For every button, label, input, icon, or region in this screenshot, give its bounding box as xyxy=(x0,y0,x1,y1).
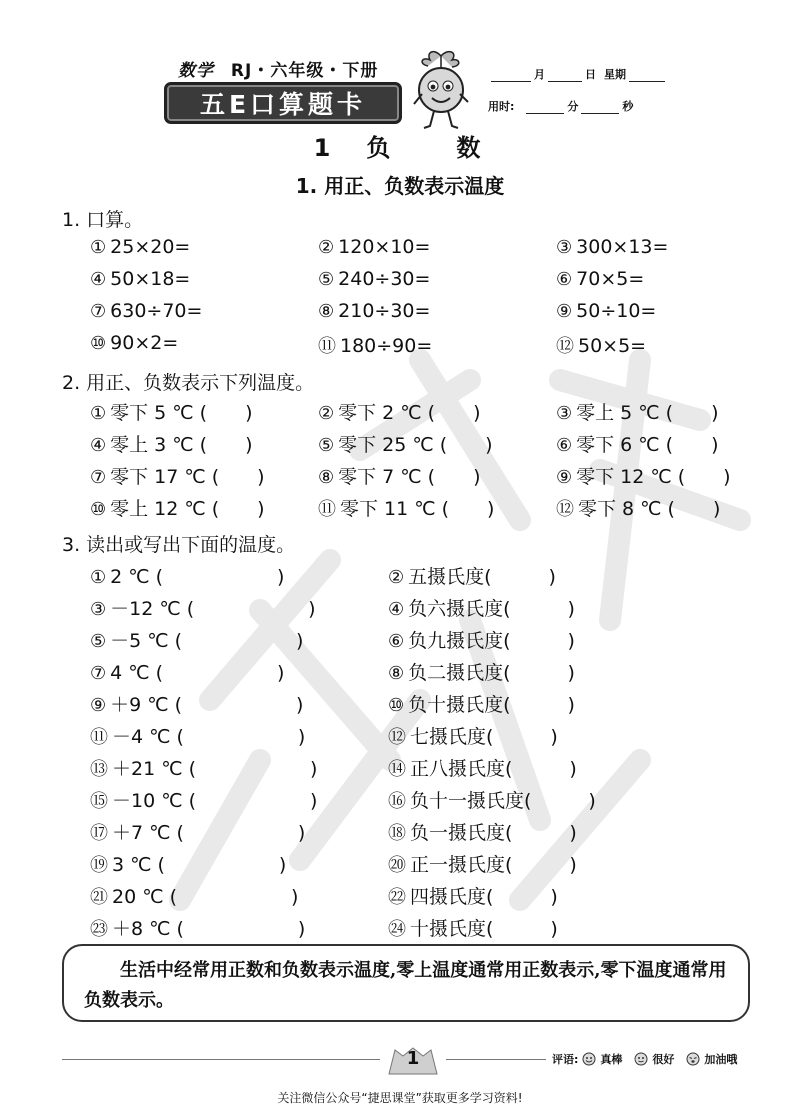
item-number: ① xyxy=(90,403,107,424)
section3-item xyxy=(90,594,316,621)
item-question[interactable]: 2 ℃ ( ) xyxy=(110,566,285,588)
rating-label: 评语: xyxy=(552,1053,579,1066)
item-question[interactable]: 正一摄氏度( ) xyxy=(410,854,577,876)
item-question[interactable]: 630÷70= xyxy=(110,300,203,322)
item-number: ⑤ xyxy=(318,269,335,290)
item-number: ⑥ xyxy=(556,269,573,290)
rating-great: 真棒 xyxy=(600,1053,623,1066)
section3-item xyxy=(388,722,558,749)
item-question[interactable]: 25×20= xyxy=(110,236,191,258)
section2-item xyxy=(90,462,265,489)
section3-item xyxy=(90,562,284,589)
item-number: ④ xyxy=(388,599,405,620)
item-question[interactable]: －10 ℃ ( ) xyxy=(112,790,318,812)
section3-item xyxy=(90,658,284,685)
section3-item xyxy=(388,562,556,589)
item-question[interactable]: －12 ℃ ( ) xyxy=(110,598,316,620)
section3-item xyxy=(90,850,286,877)
day-label: 日 xyxy=(585,68,596,81)
section3-item xyxy=(388,690,575,717)
item-number: ⑨ xyxy=(556,301,573,322)
time-label: 用时: xyxy=(488,100,515,113)
section2-item xyxy=(556,430,719,457)
section1-item xyxy=(318,236,430,258)
item-number: ② xyxy=(388,567,405,588)
item-question[interactable]: 零下 2 ℃ ( ) xyxy=(338,402,481,424)
item-question[interactable]: ＋7 ℃ ( ) xyxy=(112,822,306,844)
item-question[interactable]: 零下 17 ℃ ( ) xyxy=(110,466,265,488)
item-question[interactable]: 负十一摄氏度( ) xyxy=(410,790,596,812)
item-question[interactable]: 210÷30= xyxy=(338,300,431,322)
radish-mascot xyxy=(408,48,474,132)
item-question[interactable]: 90×2= xyxy=(110,332,179,354)
item-number: ⑧ xyxy=(318,301,335,322)
tip-box xyxy=(62,944,750,1022)
item-number: ⑲ xyxy=(90,855,108,876)
section3-heading: 3. 读出或写出下面的温度。 xyxy=(62,534,296,556)
section3-item xyxy=(90,690,303,717)
item-number: ⑱ xyxy=(388,823,406,844)
footer-rule-left xyxy=(62,1059,380,1060)
section1-item xyxy=(90,332,178,354)
section3-item xyxy=(388,914,558,941)
series-title: 五E口算题卡 xyxy=(164,82,402,124)
rating-good: 很好 xyxy=(652,1053,675,1066)
second-blank[interactable] xyxy=(581,101,619,114)
section3-item xyxy=(90,914,305,941)
item-number: ⑦ xyxy=(90,663,107,684)
item-question[interactable]: 负六摄氏度( ) xyxy=(408,598,575,620)
item-question[interactable]: 正八摄氏度( ) xyxy=(410,758,577,780)
section2-item xyxy=(318,430,493,457)
item-number: ⑦ xyxy=(90,467,107,488)
item-question[interactable]: 零上 5 ℃ ( ) xyxy=(576,402,719,424)
item-number: ③ xyxy=(556,237,573,258)
item-question[interactable]: 负十摄氏度( ) xyxy=(408,694,575,716)
item-question[interactable]: 零下 12 ℃ ( ) xyxy=(576,466,731,488)
item-number: ⑭ xyxy=(388,759,406,780)
section2-item xyxy=(556,462,731,489)
item-question[interactable]: －4 ℃ ( ) xyxy=(112,726,306,748)
calm-face-icon[interactable] xyxy=(634,1052,648,1066)
section1-item xyxy=(90,268,190,290)
item-number: ⑪ xyxy=(318,499,336,520)
lesson-title: 1 负 数 xyxy=(313,134,487,162)
section3-item xyxy=(90,626,303,653)
item-question[interactable]: 负九摄氏度( ) xyxy=(408,630,575,652)
second-label: 秒 xyxy=(622,100,634,113)
item-question[interactable]: 240÷30= xyxy=(338,268,431,290)
smile-face-icon[interactable] xyxy=(582,1052,596,1066)
item-number: ⑫ xyxy=(556,336,574,357)
item-question[interactable]: 七摄氏度( ) xyxy=(410,726,558,748)
section3-item xyxy=(388,786,596,813)
time-line xyxy=(488,98,633,114)
item-number: ㉓ xyxy=(90,919,108,940)
item-number: ⑦ xyxy=(90,301,107,322)
rating-cheer: 加油哦 xyxy=(704,1053,738,1066)
weekday-label: 星期 xyxy=(604,68,626,81)
item-number: ㉒ xyxy=(388,887,406,908)
item-number: ⑯ xyxy=(388,791,406,812)
item-number: ⑫ xyxy=(388,727,406,748)
section3-item xyxy=(90,754,317,781)
item-question[interactable]: 4 ℃ ( ) xyxy=(110,662,285,684)
section1-item xyxy=(318,300,430,322)
subject-name: 数学 xyxy=(178,61,214,81)
item-number: ② xyxy=(318,237,335,258)
item-question[interactable]: 零下 5 ℃ ( ) xyxy=(110,402,253,424)
section3-item xyxy=(90,882,298,909)
item-number: ⑰ xyxy=(90,823,108,844)
subject-line xyxy=(178,56,378,81)
section3-item xyxy=(388,882,558,909)
item-question[interactable]: ＋9 ℃ ( ) xyxy=(110,694,304,716)
section2-item xyxy=(90,430,253,457)
day-blank[interactable] xyxy=(548,69,582,82)
item-question[interactable]: 零下 7 ℃ ( ) xyxy=(338,466,481,488)
item-number: ㉑ xyxy=(90,887,108,908)
item-question[interactable]: 负二摄氏度( ) xyxy=(408,662,575,684)
item-number: ① xyxy=(90,567,107,588)
item-question[interactable]: 120×10= xyxy=(338,236,431,258)
item-number: ⑩ xyxy=(388,695,405,716)
item-number: ⑬ xyxy=(90,759,108,780)
item-number: ㉔ xyxy=(388,919,406,940)
item-question[interactable]: 零下 6 ℃ ( ) xyxy=(576,434,719,456)
section1-item xyxy=(556,332,646,358)
item-number: ④ xyxy=(90,435,107,456)
item-number: ① xyxy=(90,237,107,258)
section3-item xyxy=(90,722,305,749)
item-question[interactable]: 零下 11 ℃ ( ) xyxy=(340,498,495,520)
item-question[interactable]: 70×5= xyxy=(576,268,645,290)
section3-item xyxy=(388,818,577,845)
item-number: ④ xyxy=(90,269,107,290)
section1-item xyxy=(318,332,432,358)
item-question[interactable]: 零下 25 ℃ ( ) xyxy=(338,434,493,456)
item-number: ⑨ xyxy=(556,467,573,488)
item-question[interactable]: 四摄氏度( ) xyxy=(410,886,558,908)
section1-item xyxy=(90,300,202,322)
month-label: 月 xyxy=(534,68,545,81)
lesson-subtitle: 1. 用正、负数表示温度 xyxy=(295,174,505,198)
footer-rule-right xyxy=(446,1059,546,1060)
item-number: ⑫ xyxy=(556,499,574,520)
section2-item xyxy=(318,462,481,489)
item-question[interactable]: －5 ℃ ( ) xyxy=(110,630,304,652)
item-question[interactable]: 零上 12 ℃ ( ) xyxy=(110,498,265,520)
cheer-face-icon[interactable] xyxy=(686,1052,700,1066)
weekday-blank[interactable] xyxy=(629,69,665,82)
item-question[interactable]: 负一摄氏度( ) xyxy=(410,822,577,844)
date-line xyxy=(488,66,668,82)
item-number: ⑤ xyxy=(318,435,335,456)
section3-item xyxy=(388,594,575,621)
section1-item xyxy=(556,236,668,258)
page-number: 1 xyxy=(406,1048,420,1069)
item-question[interactable]: 50÷10= xyxy=(576,300,657,322)
section2-item xyxy=(318,494,494,521)
section1-heading: 1. 口算。 xyxy=(62,209,144,231)
item-question[interactable]: 零下 8 ℃ ( ) xyxy=(578,498,721,520)
item-number: ⑧ xyxy=(318,467,335,488)
minute-blank[interactable] xyxy=(526,101,564,114)
footer-note: 关注微信公众号“捷思课堂”获取更多学习资料! xyxy=(277,1091,523,1105)
section2-item xyxy=(90,494,265,521)
item-number: ⑤ xyxy=(90,631,107,652)
section3-item xyxy=(388,658,575,685)
item-number: ⑨ xyxy=(90,695,107,716)
item-number: ② xyxy=(318,403,335,424)
section2-item xyxy=(556,398,719,425)
item-number: ⑳ xyxy=(388,855,406,876)
rating-row xyxy=(552,1051,737,1067)
item-number: ⑩ xyxy=(90,333,107,354)
item-question[interactable]: 20 ℃ ( ) xyxy=(112,886,299,908)
item-number: ⑥ xyxy=(556,435,573,456)
item-number: ⑧ xyxy=(388,663,405,684)
section1-item xyxy=(90,236,190,258)
item-question[interactable]: 五摄氏度( ) xyxy=(408,566,556,588)
section2-item xyxy=(90,398,253,425)
section3-item xyxy=(90,786,317,813)
section3-item xyxy=(90,818,305,845)
item-question[interactable]: ＋8 ℃ ( ) xyxy=(112,918,306,940)
item-number: ⑥ xyxy=(388,631,405,652)
section2-item xyxy=(318,398,481,425)
section1-item xyxy=(318,268,430,290)
item-question[interactable]: 50×18= xyxy=(110,268,191,290)
section1-item xyxy=(556,268,644,290)
item-question[interactable]: 300×13= xyxy=(576,236,669,258)
section1-item xyxy=(556,300,656,322)
minute-label: 分 xyxy=(567,100,579,113)
section3-item xyxy=(388,626,575,653)
item-number: ⑩ xyxy=(90,499,107,520)
item-number: ③ xyxy=(556,403,573,424)
item-question[interactable]: 零上 3 ℃ ( ) xyxy=(110,434,253,456)
item-number: ⑪ xyxy=(90,727,108,748)
item-question[interactable]: 180÷90= xyxy=(340,335,433,357)
section3-item xyxy=(388,754,577,781)
item-number: ③ xyxy=(90,599,107,620)
item-question[interactable]: 3 ℃ ( ) xyxy=(112,854,287,876)
item-number: ⑪ xyxy=(318,336,336,357)
item-question[interactable]: 十摄氏度( ) xyxy=(410,918,558,940)
section2-item xyxy=(556,494,720,521)
month-blank[interactable] xyxy=(491,69,531,82)
item-question[interactable]: ＋21 ℃ ( ) xyxy=(112,758,318,780)
edition-label: RJ・六年级・下册 xyxy=(230,61,379,81)
item-number: ⑮ xyxy=(90,791,108,812)
item-question[interactable]: 50×5= xyxy=(578,335,647,357)
tip-text: 生活中经常用正数和负数表示温度,零上温度通常用正数表示,零下温度通常用负数表示。 xyxy=(84,960,727,1011)
section2-heading: 2. 用正、负数表示下列温度。 xyxy=(62,372,315,394)
section3-item xyxy=(388,850,577,877)
